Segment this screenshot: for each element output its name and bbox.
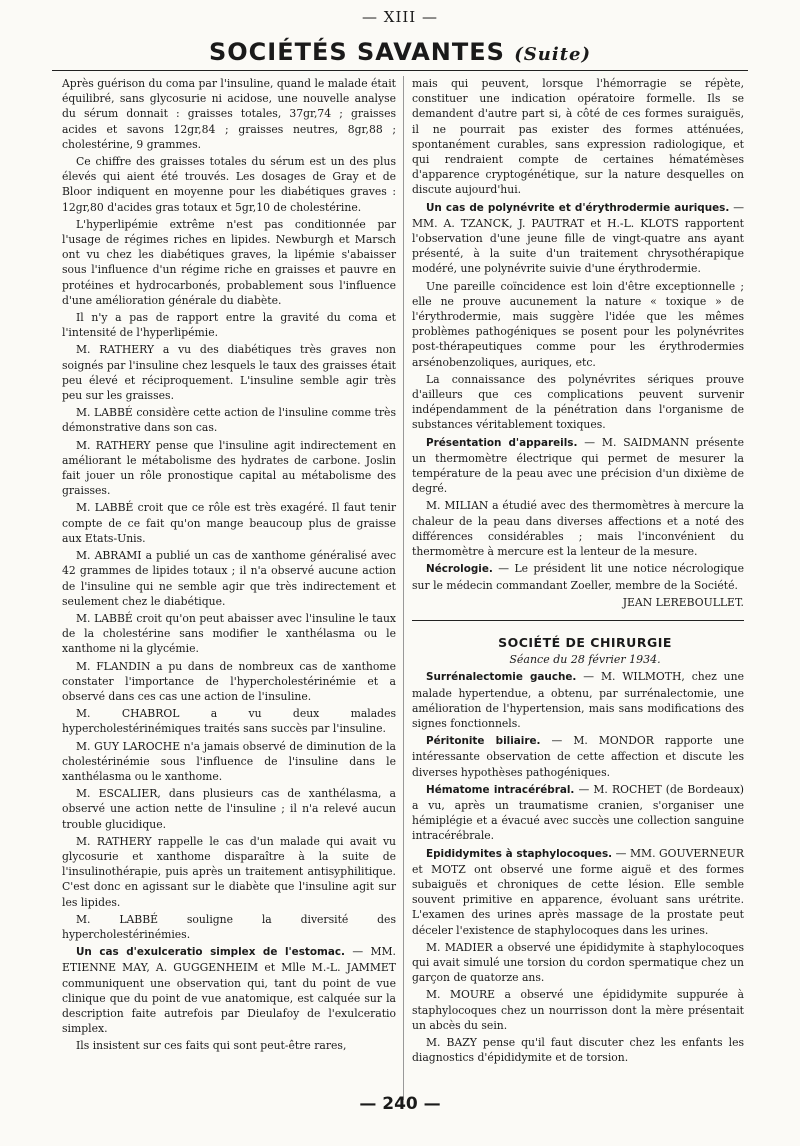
paragraph: M. ABRAMI a publié un cas de xanthome généralisé avec 42 grammes de lipides totaux ; il n'a observé aucune action de l'insuline qui ne semble agir que très indirectement et seulement chez le diabétique. — [62, 549, 396, 608]
surgery-paragraph — [412, 733, 744, 780]
section-date: Séance du 28 février 1934. — [509, 653, 661, 667]
left-column — [62, 76, 396, 1056]
paragraph: M. ESCALIER, dans plusieurs cas de xanthélasma, a observé une action nette de l'insuline ; il n'a relevé aucun trouble glucidique. — [62, 787, 396, 831]
section-text: — MM. ETIENNE MAY, A. GUGGENHEIM et Mlle M.-L. JAMMET communiquent une observation qui, tant du point de vue clinique que du point de vue anatomique, est calquée sur la description faite autrefois par Dieulafoy de l'exulceratio simplex. — [62, 945, 396, 1036]
paragraph: Une pareille coïncidence est loin d'être exceptionnelle ; elle ne prouve aucunement la nature « toxique » de l'érythrodermie, mais suggère l'idée que les mêmes problèmes pathogéniques se posent pour les polynévrites post-thérapeutiques comme pour les érythrodermies arsénobenzoliques, auriques, etc. — [412, 279, 744, 369]
exulceratio-paragraph — [62, 944, 396, 1036]
right-column — [412, 76, 744, 1067]
paragraph: M. MADIER a observé une épididymite à staphylocoques qui avait simulé une torsion du cordon spermatique chez un garçon de quatorze ans. — [412, 940, 744, 985]
apparatus-paragraph — [412, 435, 744, 497]
paragraph: M. BAZY pense qu'il faut discuter chez les enfants les diagnostics d'épididymite et de torsion. — [412, 1035, 744, 1065]
polyneuritis-paragraph — [412, 200, 744, 277]
column-divider — [403, 76, 404, 1100]
surgery-paragraph — [412, 782, 744, 844]
paragraph: M. MILIAN a étudié avec des thermomètres à mercure la chaleur de la peau dans diverses affections et a noté des différences considérables ; mais l'inconvénient du thermomètre à mercure est la lenteur de la mesure. — [412, 499, 744, 559]
surgery-paragraph — [412, 669, 744, 731]
page-title — [0, 38, 800, 66]
section-text: — M. ROCHET (de Bordeaux) a vu, après un traumatisme cranien, s'organiser une hémiplégie et a évacué avec succès une collection sanguine intracérébrale. — [412, 782, 745, 843]
paragraph: M. FLANDIN a pu dans de nombreux cas de xanthome constater l'importance de l'hypercholestérinémie et a observé dans ces cas une action de l'insuline. — [62, 659, 396, 703]
paragraph: M. GUY LAROCHE n'a jamais observé de diminution de la cholestérinémie sous l'influence de l'insuline dans le xanthélasma ou le xanthome. — [62, 739, 396, 783]
paragraph: M. LABBÉ souligne la diversité des hypercholestérinémies. — [62, 912, 396, 941]
surgery-paragraph — [412, 846, 744, 938]
section-text: — M. MONDOR rapporte une intéressante observation de cette affection et discute les diverses hypothèses pathogéniques. — [412, 734, 744, 779]
necrology-paragraph — [412, 561, 744, 592]
section-text: — M. WILMOTH, chez une malade hypertendue, a obtenu, par surrénalectomie, une amélioration de l'hypertension, mais sans modifications des signes fonctionnels. — [412, 670, 744, 730]
section-heading: Hématome intracérébral. — [426, 783, 575, 796]
section-heading: Epididymites à staphylocoques. — [426, 847, 613, 860]
paragraph: M. CHABROL a vu deux malades hypercholestérinémiques traités sans succès par l'insuline. — [62, 707, 396, 736]
roman-page-number: — XIII — — [362, 8, 438, 26]
section-separator — [412, 620, 744, 621]
paragraph: mais qui peuvent, lorsque l'hémorragie se répète, constituer une indication opératoire formelle. Ils se demandent d'autre part si, à côté de ces formes suraiguës, il ne pourrait pas exister des formes atténuées, spontanément curables, sans expression radiologique, et qui rendraient compte de certaines hématémèses d'apparence cryptogénétique, sur la nature desquelles on discute aujourd'hui. — [412, 77, 744, 197]
paragraph: M. LABBÉ croit qu'on peut abaisser avec l'insuline le taux de la cholestérine sans modifier le xanthélasma ou le xanthome ni la glycémie. — [62, 611, 396, 656]
paragraph: Il n'y a pas de rapport entre la gravité du coma et l'intensité de l'hyperlipémie. — [62, 311, 396, 340]
section-heading: Surrénalectomie gauche. — [426, 671, 577, 684]
signature: JEAN LEREBOULLET. — [622, 595, 744, 609]
paragraph: L'hyperlipémie extrême n'est pas conditionnée par l'usage de régimes riches en lipides. Newburgh et Marsch ont vu chez les diabétiques graves, la lipémie s'abaisser sous l'influence d'un régime riche en graisses et pauvre en protéines et hydrocarbonés, probablement sous l'influence d'une amélioration générale du diabète. — [62, 217, 396, 307]
paragraph: Ce chiffre des graisses totales du sérum est un des plus élevés qui aient été trouvés. Les dosages de Gray et de Bloor indiquent en moyenne pour les diabétiques graves : 12gr,80 d'acides gras totaux et 5gr,10 de cholestérine. — [62, 155, 396, 214]
paragraph: Ils insistent sur ces faits qui sont peut-être rares, — [76, 1039, 347, 1053]
section-heading: Péritonite biliaire. — [426, 735, 541, 748]
section-heading: Présentation d'appareils. — [426, 436, 578, 449]
title-suffix: (Suite) — [514, 44, 591, 65]
section-text: — MM. A. TZANCK, J. PAUTRAT et H.-L. KLOTS rapportent l'observation d'une jeune fille de vingt-quatre ans ayant présenté, à la suite d'un traitement chrysothérapique modéré, une polynévrite suivie d'une érythrodermie. — [412, 200, 744, 276]
section-text: — M. SAIDMANN présente un thermomètre électrique qui permet de mesurer la température de la peau avec une précision d'un dixième de degré. — [412, 435, 744, 496]
section-text: — Le président lit une notice nécrologique sur le médecin commandant Zoeller, membre de la Société. — [412, 562, 744, 592]
section-title: SOCIÉTÉ DE CHIRURGIE — [498, 634, 672, 650]
title-text: SOCIÉTÉS SAVANTES — [208, 38, 505, 66]
paragraph: M. LABBÉ considère cette action de l'insuline comme très démonstrative dans son cas. — [62, 406, 396, 435]
paragraph: Après guérison du coma par l'insuline, quand le malade était équilibré, sans glycosurie ni acidose, une nouvelle analyse du sérum donnait : graisses totales, 37gr,74 ; graisses acides et savons 12gr,84 ; graisses neutres, 8gr,88 ; cholestérine, 9 grammes. — [62, 77, 396, 151]
header-rule — [52, 70, 748, 71]
section-heading: Un cas d'exulceratio simplex de l'estomac. — [76, 946, 345, 959]
paragraph: M. LABBÉ croit que ce rôle est très exagéré. Il faut tenir compte de ce fait qu'on mange beaucoup plus de graisse aux Etats-Unis. — [62, 501, 396, 545]
paragraph: M. RATHERY pense que l'insuline agit indirectement en améliorant le métabolisme des hydrates de carbone. Joslin fait jouer un rôle pronostique capital au métabolisme des graisses. — [62, 438, 396, 498]
paragraph: M. RATHERY a vu des diabétiques très graves non soignés par l'insuline chez lesquels le taux des graisses était peu élevé et réciproquement. L'insuline semble agir très peu sur les graisses. — [62, 343, 396, 403]
paragraph: M. MOURE a observé une épididymite suppurée à staphylocoques chez un nourrisson dont la mère présentait un abcès du sein. — [412, 988, 744, 1032]
page-number: — 240 — — [359, 1094, 441, 1114]
section-text: — MM. GOUVERNEUR et MOTZ ont observé une forme aiguë et des formes subaiguës et chroniques de cette lésion. Elle semble souvent primitive en apparence, évoluant sans urétrite. L'examen des urines après massage de la prostate peut déceler l'existence de staphylocoques dans les urines. — [412, 846, 744, 937]
section-heading: Nécrologie. — [426, 563, 493, 576]
paragraph: M. RATHERY rappelle le cas d'un malade qui avait vu glycosurie et xanthome disparaître à la suite de l'insulinothérapie, puis après un traitement antisyphilitique. C'est donc en agissant sur le diabète que l'insuline agit sur les lipides. — [62, 834, 396, 909]
paragraph: La connaissance des polynévrites sériques prouve d'ailleurs que ces complications peuvent survenir indépendamment de la pénétration dans l'organisme de substances véritablement toxiques. — [412, 372, 744, 432]
section-heading: Un cas de polynévrite et d'érythrodermie auriques. — [426, 201, 730, 214]
